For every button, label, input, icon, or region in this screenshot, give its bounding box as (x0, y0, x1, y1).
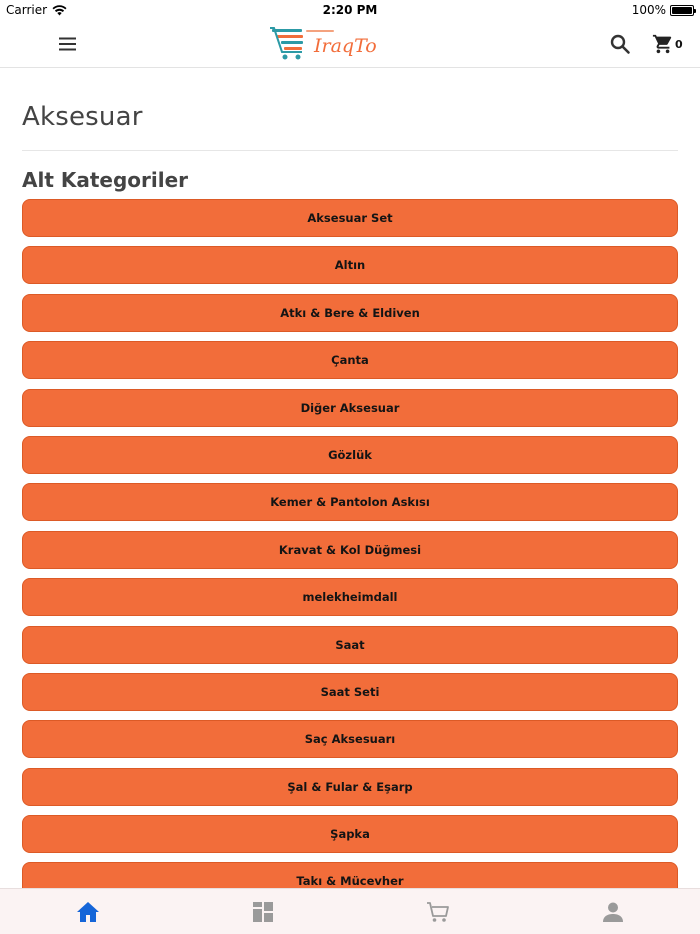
battery-fill (672, 7, 692, 14)
category-button[interactable]: Atkı & Bere & Eldiven (22, 294, 678, 332)
category-button[interactable]: Kravat & Kol Düğmesi (22, 531, 678, 569)
menu-button[interactable] (56, 32, 80, 56)
category-button[interactable]: Takı & Mücevher (22, 862, 678, 900)
battery-info (632, 3, 694, 17)
status-bar (0, 0, 700, 20)
tab-home[interactable] (0, 889, 175, 934)
account-icon (602, 901, 624, 923)
app-logo[interactable] (268, 24, 380, 64)
cart-icon (426, 901, 450, 923)
search-button[interactable] (608, 32, 632, 56)
battery-icon (670, 5, 694, 16)
cart-button[interactable] (652, 32, 688, 56)
category-button[interactable]: Gözlük (22, 436, 678, 474)
category-button[interactable]: Kemer & Pantolon Askısı (22, 483, 678, 521)
category-button[interactable]: Saç Aksesuarı (22, 720, 678, 758)
carrier-label: Carrier (6, 3, 48, 17)
category-button[interactable]: Aksesuar Set (22, 199, 678, 237)
hamburger-menu-icon (58, 37, 78, 51)
title-divider (22, 150, 678, 151)
app-header (0, 20, 700, 68)
tab-categories[interactable] (175, 889, 350, 934)
logo-text: IraqTo (314, 35, 377, 57)
category-button[interactable]: Şal & Fular & Eşarp (22, 768, 678, 806)
subcategories-title: Alt Kategoriler (22, 168, 189, 192)
category-button[interactable]: Diğer Aksesuar (22, 389, 678, 427)
tab-cart[interactable] (350, 889, 525, 934)
bottom-tab-bar (0, 888, 700, 934)
category-button[interactable]: Saat (22, 626, 678, 664)
battery-percent: 100% (631, 3, 666, 17)
subcategory-list (22, 199, 678, 910)
categories-icon (252, 901, 274, 923)
page-title: Aksesuar (22, 102, 143, 132)
status-time: 2:20 PM (322, 3, 378, 17)
category-button[interactable]: melekheimdall (22, 578, 678, 616)
search-icon (608, 32, 632, 56)
category-button[interactable]: Altın (22, 246, 678, 284)
cart-count-badge: 0 (675, 37, 683, 51)
tab-account[interactable] (525, 889, 700, 934)
category-button[interactable]: Çanta (22, 341, 678, 379)
category-button[interactable]: Saat Seti (22, 673, 678, 711)
home-icon (76, 901, 100, 923)
category-button[interactable]: Şapka (22, 815, 678, 853)
cart-logo-icon (268, 24, 380, 64)
shopping-cart-icon (652, 33, 674, 55)
